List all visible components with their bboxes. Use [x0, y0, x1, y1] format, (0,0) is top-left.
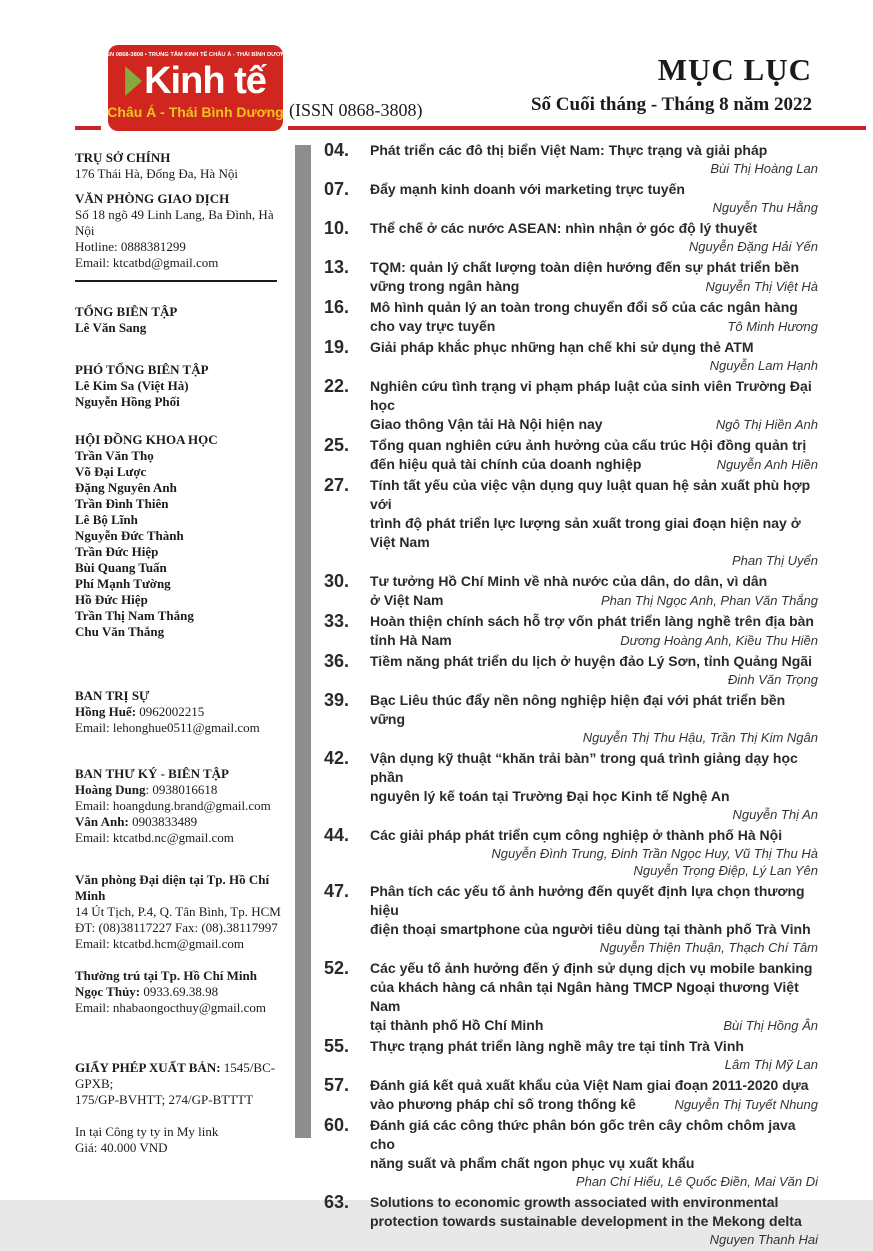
- header-rule: [288, 126, 866, 130]
- toc-title: [370, 180, 818, 199]
- toc-entry: [324, 691, 818, 746]
- toc-title-line: điện thoại smartphone của người tiêu dùng tại thành phố Trà Vinh: [370, 921, 811, 937]
- toc-entry-content: [370, 959, 818, 1034]
- toc-entry: [324, 436, 818, 473]
- sidebar-line: Giá: 40.000 VND: [75, 1140, 168, 1155]
- sidebar-line: Hoàng Dung: 0938016618: [75, 782, 218, 797]
- toc-entry-content: [370, 1076, 818, 1113]
- toc-title-line: Tư tưởng Hồ Chí Minh về nhà nước của dân, do dân, vì dân: [370, 573, 768, 589]
- toc-page-number: 22.: [324, 376, 350, 396]
- toc-page-number: 47.: [324, 881, 350, 901]
- toc-author-line: Phan Thị Uyển: [732, 553, 818, 568]
- toc-page-number: 44.: [324, 825, 350, 845]
- sidebar-block: [75, 150, 291, 182]
- toc-title: [370, 1116, 818, 1173]
- toc-title-line: Tiềm năng phát triển du lịch ở huyện đảo Lý Sơn, tỉnh Quảng Ngãi: [370, 653, 813, 669]
- sidebar-heading: HỘI ĐỒNG KHOA HỌC: [75, 432, 218, 447]
- toc-page-number: 55.: [324, 1036, 350, 1056]
- toc-authors: [370, 845, 818, 879]
- toc-entry-content: [370, 1037, 818, 1073]
- toc-title: [370, 652, 818, 671]
- toc-title-line: Mô hình quản lý an toàn trong chuyển đổi số của các ngân hàng: [370, 299, 798, 315]
- logo-issn-line: ISSN 0868-3808 • TRUNG TÂM KINH TẾ CHÂU Á - THÁI BÌNH DƯƠNG: [101, 52, 290, 58]
- toc-entry: [324, 1037, 818, 1073]
- toc-entry: [324, 1076, 818, 1113]
- toc-entry: [324, 377, 818, 433]
- toc-title-line: Đánh giá các công thức phân bón gốc trên cây chôm chôm java cho: [370, 1117, 796, 1152]
- toc-author-line: Nguyễn Trọng Điệp, Lý Lan Yên: [633, 863, 818, 878]
- journal-logo: [101, 45, 290, 131]
- toc-page-number: 07.: [324, 179, 350, 199]
- toc-entry-content: [370, 436, 818, 473]
- toc-entry: [324, 749, 818, 823]
- sidebar-heading: PHÓ TỔNG BIÊN TẬP: [75, 362, 209, 377]
- toc-title: [370, 1193, 818, 1231]
- sidebar-heading: Văn phòng Đại diện tại Tp. Hồ Chí Minh: [75, 872, 270, 903]
- toc-title-line: nguyên lý kế toán tại Trường Đại học Kinh tế Nghệ An: [370, 788, 730, 804]
- toc-authors: [370, 357, 818, 374]
- sidebar-line: Email: nhabaongocthuy@gmail.com: [75, 1000, 267, 1015]
- toc-title-line: cho vay trực tuyến: [370, 318, 496, 334]
- toc-entry: [324, 219, 818, 255]
- toc-entry-content: [370, 1193, 818, 1248]
- toc-entry: [324, 826, 818, 879]
- toc-page-number: 10.: [324, 218, 350, 238]
- sidebar-line: In tại Công ty ty in My link: [75, 1124, 219, 1139]
- sidebar-block: [75, 1060, 291, 1108]
- toc-author-line: Nguyễn Đặng Hải Yến: [688, 239, 818, 254]
- toc-title: [370, 476, 818, 552]
- toc-page-number: 04.: [324, 140, 350, 160]
- issue-line: Số Cuối tháng - Tháng 8 năm 2022: [530, 94, 812, 115]
- toc-entry-content: [370, 826, 818, 879]
- toc-title-line: Tổng quan nghiên cứu ảnh hưởng của cấu trúc Hội đồng quản trị: [370, 437, 807, 453]
- toc-authors: [370, 1231, 818, 1248]
- toc-authors: [370, 1056, 818, 1073]
- header-rule-left: [75, 126, 101, 130]
- sidebar-line: Email: hoangdung.brand@gmail.com: [75, 798, 271, 813]
- toc-entry-content: [370, 338, 818, 374]
- toc-title-line: Giao thông Vận tải Hà Nội hiện nay: [370, 416, 603, 432]
- sidebar-line: Email: ktcatbd.hcm@gmail.com: [75, 936, 245, 951]
- toc-title-line: đến hiệu quả tài chính của doanh nghiệp: [370, 456, 642, 472]
- sidebar-block: [75, 362, 291, 410]
- toc-title-line: Vận dụng kỹ thuật “khăn trải bàn” trong quá trình giảng dạy học phần: [370, 750, 798, 785]
- toc-title-line: Các yếu tố ảnh hưởng đến ý định sử dụng dịch vụ mobile banking: [370, 960, 813, 976]
- toc-authors: [370, 238, 818, 255]
- sidebar-heading: Lê Kim Sa (Việt Hà): [75, 378, 189, 393]
- logo-title: Kinh tế: [144, 60, 266, 102]
- sidebar: [75, 150, 291, 1156]
- toc-title-line: Đánh giá kết quả xuất khẩu của Việt Nam giai đoạn 2011-2020 dựa: [370, 1077, 809, 1093]
- toc-author-line: Phan Chí Hiếu, Lê Quốc Điền, Mai Văn Di: [575, 1174, 818, 1189]
- toc-entry-content: [370, 572, 818, 609]
- toc-title-line: ở Việt Nam: [370, 592, 444, 608]
- sidebar-line: GIẤY PHÉP XUẤT BẢN: 1545/BC-GPXB;: [75, 1060, 276, 1091]
- logo-subtitle: Châu Á - Thái Bình Dương: [107, 104, 284, 120]
- toc-title: [370, 338, 818, 357]
- toc-entry-content: [370, 1116, 818, 1190]
- toc-page-number: 19.: [324, 337, 350, 357]
- toc-title-line: Tính tất yếu của việc vận dụng quy luật quan hệ sản xuất phù hợp với: [370, 477, 811, 512]
- toc-entry: [324, 180, 818, 216]
- toc-title-line: Phân tích các yếu tố ảnh hưởng đến quyết định lựa chọn thương hiệu: [370, 883, 805, 918]
- sidebar-block: [75, 688, 291, 736]
- toc-page-number: 30.: [324, 571, 350, 591]
- toc-authors: [370, 729, 818, 746]
- toc-author-line: Dương Hoàng Anh, Kiều Thu Hiền: [620, 633, 818, 648]
- toc-author-line: Nguyễn Anh Hiền: [716, 457, 818, 472]
- sidebar-line: Email: ktcatbd.nc@gmail.com: [75, 830, 234, 845]
- sidebar-line: Email: ktcatbd@gmail.com: [75, 255, 219, 270]
- toc-authors: [370, 1173, 818, 1190]
- sidebar-divider: [75, 280, 277, 282]
- toc-entry-content: [370, 180, 818, 216]
- toc-entry-content: [370, 612, 818, 649]
- sidebar-block: [75, 432, 291, 640]
- sidebar-line: ĐT: (08)38117227 Fax: (08).38117997: [75, 920, 278, 935]
- toc-entry-content: [370, 258, 818, 295]
- toc-author-line: Nguyễn Thu Hằng: [712, 200, 818, 215]
- toc-title: [370, 691, 818, 729]
- toc-title-line: Giải pháp khắc phục những hạn chế khi sử dụng thẻ ATM: [370, 339, 754, 355]
- toc-author-line: Phan Thị Ngọc Anh, Phan Văn Thắng: [600, 593, 818, 608]
- toc-title-line: Các giải pháp phát triển cụm công nghiệp ở thành phố Hà Nội: [370, 827, 783, 843]
- sidebar-block: [75, 1124, 291, 1156]
- sidebar-heading: VĂN PHÒNG GIAO DỊCH: [75, 191, 230, 206]
- toc-page-number: 27.: [324, 475, 350, 495]
- sidebar-heading: Trần Thị Nam Thắng: [75, 608, 194, 623]
- toc-entry: [324, 141, 818, 177]
- toc-title-line: của khách hàng cá nhân tại Ngân hàng TMCP Ngoại thương Việt Nam: [370, 979, 799, 1014]
- logo-triangle-icon: [125, 66, 142, 96]
- toc-page-number: 39.: [324, 690, 350, 710]
- sidebar-block: [75, 304, 291, 336]
- toc-title: [370, 141, 818, 160]
- sidebar-heading: Chu Văn Thắng: [75, 624, 165, 639]
- toc-page-number: 16.: [324, 297, 350, 317]
- toc-author-line: Nguyễn Thị Tuyết Nhung: [674, 1097, 818, 1112]
- toc-page-number: 33.: [324, 611, 350, 631]
- sidebar-heading: Trần Đình Thiên: [75, 496, 169, 511]
- toc-title-line: Bạc Liêu thúc đẩy nền nông nghiệp hiện đại với phát triển bền vững: [370, 692, 786, 727]
- toc-page-number: 42.: [324, 748, 350, 768]
- toc-author-line: Bùi Thị Hồng Ân: [723, 1018, 818, 1033]
- toc-title-line: trình độ phát triển lực lượng sản xuất trong giai đoạn hiện nay ở Việt Nam: [370, 515, 801, 550]
- sidebar-heading: TỔNG BIÊN TẬP: [75, 304, 178, 319]
- sidebar-heading: Đặng Nguyên Anh: [75, 480, 177, 495]
- toc-author-line: Đinh Văn Trọng: [727, 672, 818, 687]
- toc-title-line: năng suất và phẩm chất ngon phục vụ xuất khẩu: [370, 1155, 695, 1171]
- sidebar-heading: Lê Bộ Lĩnh: [75, 512, 138, 527]
- toc-title-line: Thực trạng phát triển làng nghề mây tre tại tỉnh Trà Vinh: [370, 1038, 744, 1054]
- toc-page-number: 57.: [324, 1075, 350, 1095]
- sidebar-heading: BAN TRỊ SỰ: [75, 688, 150, 703]
- toc-authors: [370, 806, 818, 823]
- toc-author-line: Nguyễn Thiện Thuận, Thạch Chí Tâm: [599, 940, 818, 955]
- toc-entry-content: [370, 476, 818, 569]
- toc-entry-content: [370, 141, 818, 177]
- sidebar-heading: Trần Đức Hiệp: [75, 544, 159, 559]
- issn-text: (ISSN 0868-3808): [289, 100, 423, 120]
- toc-title-line: Solutions to economic growth associated with environmental: [370, 1194, 779, 1210]
- sidebar-heading: Trần Văn Thọ: [75, 448, 154, 463]
- sidebar-heading: Võ Đại Lược: [75, 464, 147, 479]
- toc-entry-content: [370, 652, 818, 688]
- toc-author-line: Nguyễn Đình Trung, Đinh Trần Ngọc Huy, Vũ Thị Thu Hà: [491, 846, 818, 861]
- toc-title-line: tỉnh Hà Nam: [370, 632, 452, 648]
- toc-page-number: 52.: [324, 958, 350, 978]
- toc-page-number: 63.: [324, 1192, 350, 1212]
- sidebar-heading: Bùi Quang Tuấn: [75, 560, 167, 575]
- toc-page-number: 60.: [324, 1115, 350, 1135]
- toc-entry-content: [370, 219, 818, 255]
- sidebar-heading: TRỤ SỞ CHÍNH: [75, 150, 171, 165]
- sidebar-heading: Phí Mạnh Tường: [75, 576, 171, 591]
- toc-authors: [370, 939, 818, 956]
- toc-title-line: vững trong ngân hàng: [370, 278, 520, 294]
- toc-entry: [324, 572, 818, 609]
- toc-page-number: 36.: [324, 651, 350, 671]
- toc-entry: [324, 338, 818, 374]
- sidebar-line: 14 Út Tịch, P.4, Q. Tân Bình, Tp. HCM: [75, 904, 281, 919]
- toc-page-number: 25.: [324, 435, 350, 455]
- toc-entry-content: [370, 749, 818, 823]
- vertical-divider-bar: [295, 145, 311, 1138]
- sidebar-line: Số 18 ngõ 49 Linh Lang, Ba Đình, Hà Nội: [75, 207, 274, 238]
- toc-title: [370, 882, 818, 939]
- sidebar-line: Hồng Huế: 0962002215: [75, 704, 205, 719]
- toc-entry: [324, 1116, 818, 1190]
- toc-title: [370, 826, 818, 845]
- toc-title-line: Phát triển các đô thị biển Việt Nam: Thực trạng và giải pháp: [370, 142, 768, 158]
- toc-entry: [324, 882, 818, 956]
- toc-page-number: 13.: [324, 257, 350, 277]
- sidebar-block: [75, 191, 291, 271]
- toc-entry-content: [370, 882, 818, 956]
- toc-authors: [370, 552, 818, 569]
- toc-entry: [324, 652, 818, 688]
- toc-author-line: Nguyễn Lam Hạnh: [709, 358, 818, 373]
- toc-author-line: Nguyễn Thị Thu Hậu, Trần Thị Kim Ngân: [582, 730, 818, 745]
- toc-title: [370, 749, 818, 806]
- toc-entry-content: [370, 298, 818, 335]
- toc-title-line: vào phương pháp chỉ số trong thống kê: [370, 1096, 636, 1112]
- page-title: MỤC LỤC: [657, 52, 812, 87]
- sidebar-line: Hotline: 0888381299: [75, 239, 186, 254]
- toc-title-line: Đẩy mạnh kinh doanh với marketing trực tuyến: [370, 181, 685, 197]
- sidebar-line: Ngọc Thủy: 0933.69.38.98: [75, 984, 219, 999]
- toc-entry: [324, 476, 818, 569]
- toc-title-line: tại thành phố Hồ Chí Minh: [370, 1017, 544, 1033]
- toc-authors: [370, 199, 818, 216]
- toc-entry: [324, 298, 818, 335]
- toc-title: [370, 219, 818, 238]
- sidebar-heading: BAN THƯ KÝ - BIÊN TẬP: [75, 766, 229, 781]
- toc-author-line: Nguyễn Thị Việt Hà: [705, 279, 818, 294]
- toc-authors: [370, 671, 818, 688]
- sidebar-block: [75, 766, 291, 846]
- toc-title-line: Thể chế ở các nước ASEAN: nhìn nhận ở góc độ lý thuyết: [370, 220, 758, 236]
- toc-entry: [324, 1193, 818, 1248]
- sidebar-line: 175/GP-BVHTT; 274/GP-BTTTT: [75, 1092, 254, 1107]
- toc-author-line: Bùi Thị Hoàng Lan: [710, 161, 818, 176]
- sidebar-block: [75, 968, 291, 1016]
- toc-title-line: TQM: quản lý chất lượng toàn diện hướng đến sự phát triển bền: [370, 259, 800, 275]
- sidebar-heading: Hồ Đức Hiệp: [75, 592, 148, 607]
- toc-entry-content: [370, 377, 818, 433]
- sidebar-line: 176 Thái Hà, Đống Đa, Hà Nội: [75, 166, 238, 181]
- toc-entry-content: [370, 691, 818, 746]
- toc-author-line: Tô Minh Hương: [727, 319, 818, 334]
- toc-entry: [324, 959, 818, 1034]
- sidebar-heading: Lê Văn Sang: [75, 320, 147, 335]
- logo-title-row: [125, 59, 266, 103]
- toc-entry: [324, 258, 818, 295]
- toc-title-line: Nghiên cứu tình trạng vi phạm pháp luật của sinh viên Trường Đại học: [370, 378, 812, 413]
- sidebar-line: Vân Anh: 0903833489: [75, 814, 198, 829]
- toc-title-line: protection towards sustainable development in the Mekong delta: [370, 1213, 802, 1229]
- sidebar-heading: Nguyễn Hồng Phối: [75, 394, 180, 409]
- toc-entry: [324, 612, 818, 649]
- toc-author-line: Lâm Thị Mỹ Lan: [724, 1057, 818, 1072]
- sidebar-line: Email: lehonghue0511@gmail.com: [75, 720, 260, 735]
- sidebar-block: [75, 872, 291, 952]
- toc-author-line: Ngô Thị Hiền Anh: [715, 417, 818, 432]
- sidebar-heading: Thường trú tại Tp. Hồ Chí Minh: [75, 968, 257, 983]
- toc-author-line: Nguyễn Thị An: [732, 807, 818, 822]
- toc-list: [324, 141, 818, 1251]
- toc-title-line: Hoàn thiện chính sách hỗ trợ vốn phát triển làng nghề trên địa bàn: [370, 613, 814, 629]
- toc-author-line: Nguyen Thanh Hai: [709, 1232, 818, 1247]
- toc-title: [370, 1037, 818, 1056]
- sidebar-heading: Nguyễn Đức Thành: [75, 528, 184, 543]
- toc-authors: [370, 160, 818, 177]
